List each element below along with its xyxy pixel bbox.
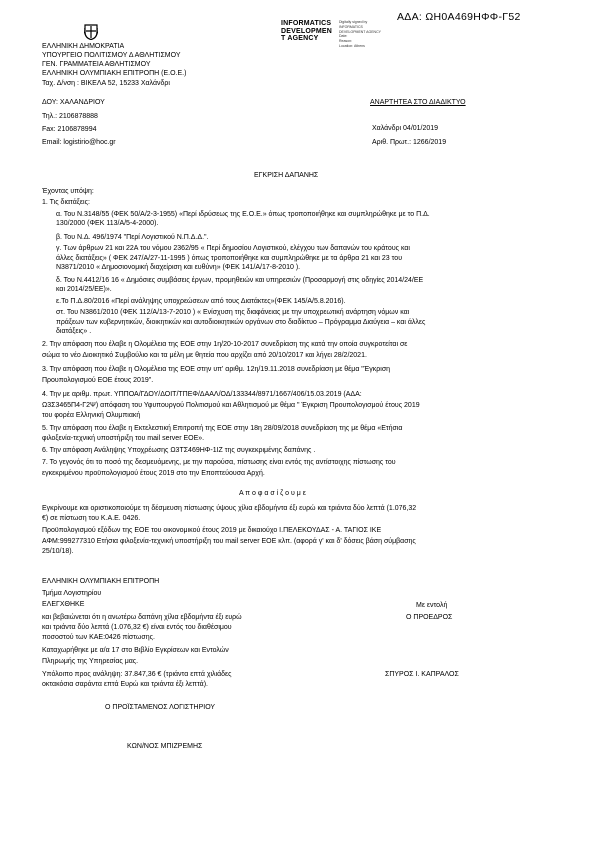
- department-name: Τμήμα Λογιστηρίου: [42, 590, 102, 597]
- item-line: 2. Την απόφαση που έλαβε η Ολομέλεια της ΕΟΕ στην 1η/20-10-2017 συνεδρίαση της κατά την οποία συγκροτείται σε: [42, 341, 408, 348]
- fax: Fax: 2106878994: [42, 126, 97, 133]
- protocol-number: Αριθ. Πρωτ.: 1266/2019: [372, 139, 447, 146]
- ida-line: INFORMATICS: [281, 20, 332, 27]
- provision-line: α. Του Ν.3148/55 (ΦΕΚ 50/Α/2-3-1955) «Περί ιδρύσεως της Ε.Ο.Ε.» όπως τροποποιήθηκε και συμπληρώθηκε με το Π.Δ.: [56, 211, 430, 218]
- item-line: 6. Την απόφαση Ανάληψης Υποχρέωσης Ω3ΤΣ469ΗΦ-1ΙΖ της συγκεκριμένης δαπάνης .: [42, 447, 316, 454]
- item-line: σώμα το νέο Διοικητικό Συμβούλιο και τα μέλη με θητεία που αρχίζει από 20/10/2017 και λήγει 28/2/2021.: [42, 352, 367, 359]
- document-title: ΕΓΚΡΙΣΗ ΔΑΠΑΝΗΣ: [254, 172, 319, 179]
- certify-line: και βεβαιώνεται ότι η ανωτέρω δαπάνη χίλια εβδομήντα έξι ευρώ: [42, 614, 242, 621]
- email: Email: logistirio@hoc.gr: [42, 139, 116, 146]
- decision-heading: Α π ο φ α σ ί ζ ο υ μ ε: [239, 490, 306, 497]
- certify-line: οκτακόσια σαράντα επτά Ευρώ και τριάντα έξι λεπτά).: [42, 681, 208, 688]
- provision-line: Ν3871/2010 « Δημοσιονομική διαχείριση και ευθύνη» (ΦΕΚ 141/Α/17-8-2010 ).: [56, 264, 301, 271]
- certify-line: Καταχωρήθηκε με α/α 17 στο Βιβλίο Εγκρίσεων και Εντολών: [42, 647, 229, 654]
- decision-line: Προϋπολογισμού εξόδων της ΕΟΕ του οικονομικού έτους 2019 με δικαιούχο Ι.ΠΕΛΕΚΟΥΔΑΣ - Α. ΤΑΓΙΟΣ ΙΚΕ: [42, 527, 382, 534]
- president-title: Ο ΠΡΟΕΔΡΟΣ: [406, 614, 453, 621]
- decision-line: ΑΦΜ:999277310 Ετήσια φιλοξενία-τεχνική υποστήριξη του mail server ΕΟΕ κλπ. (αφορά γ' και δ' δόσεις βάση σύμβασης: [42, 538, 416, 545]
- item-line: εγκεκριμένου προϋπολογισμού έτους 2019 στο την Εποπτεύουσα Αρχή.: [42, 470, 265, 477]
- head-accounting-title: Ο ΠΡΟΪΣΤΑΜΕΝΟΣ ΛΟΓΙΣΤΗΡΙΟΥ: [105, 704, 216, 711]
- provision-line: και 2014/25/ΕΕ)».: [56, 286, 112, 293]
- item-1: 1. Τις διατάξεις:: [42, 199, 90, 206]
- by-order-label: Με εντολή: [416, 602, 448, 609]
- president-name: ΣΠΥΡΟΣ Ι. ΚΑΠΡΑΛΟΣ: [385, 671, 459, 678]
- provision-line: δ. Του Ν.4412/16 16 « Δημόσιες συμβάσεις έργων, προμηθειών και υπηρεσιών (Προσαρμογή στις οδηγίες 2014/24/ΕΕ: [56, 277, 424, 284]
- provision-line: άλλες διατάξεις» ( ΦΕΚ 247/Α/27-11-1995 ) όπως τροποποιήθηκε και συμπληρώθηκε με τα άρθρα 21 και 23 του: [56, 255, 403, 262]
- item-line: Ω3Σ3465Π4-Γ2Ψ) απόφαση του Υφυπουργού Πολιτισμού και Αθλητισμού με θέμα " Έγκριση Προυπολογισμού έτους 2019: [42, 402, 420, 409]
- committee-name: ΕΛΛΗΝΙΚΗ ΟΛΥΜΠΙΑΚΗ ΕΠΙΤΡΟΠΗ: [42, 578, 160, 585]
- provision-line: ε.Το Π.Δ.80/2016 «Περί ανάληψης υποχρεώσεων από τους Διατάκτες»(ΦΕΚ 145/Α/5.8.2016).: [56, 298, 346, 305]
- item-line: φιλοξενία-τεχνική υποστήριξη του mail server ΕΟΕ».: [42, 435, 205, 442]
- post-notice: ΑΝΑΡΤΗΤΕΑ ΣΤΟ ΔΙΑΔΙΚΤΥΟ: [370, 99, 466, 106]
- signature-line: Location: Athens: [339, 43, 365, 48]
- ada-code: ΑΔΑ: ΩΗ0Α469ΗΦΦ-Γ52: [397, 11, 521, 23]
- certify-line: Υπόλοιπο προς ανάληψη: 37.847,36 € (τριάντα επτά χιλιάδες: [42, 671, 232, 678]
- item-line: 5. Την απόφαση που έλαβε η Εκτελεστική Επιτροπή της ΕΟΕ στην 18η 28/09/2018 συνεδρίαση της με θέμα «Ετήσια: [42, 425, 403, 432]
- tax-office: ΔΟΥ: ΧΑΛΑΝΔΡΙΟΥ: [42, 99, 105, 106]
- decision-line: 25/10/18).: [42, 548, 74, 555]
- ida-line: DEVELOPMEN: [281, 27, 333, 35]
- item-line: 7. Το γεγονός ότι το ποσό της δεσμευόμενης, με την παρούσα, πίστωσης είναι εντός της αντίστοιχης πίστωσης του: [42, 459, 396, 466]
- provision-line: β. Του Ν.Δ. 496/1974 "Περί Λογιστικού Ν.Π.Δ.Δ.".: [56, 234, 209, 241]
- decision-line: Εγκρίνουμε και οριστικοποιούμε τη δέσμευση πίστωσης ύψους χίλια εβδομήντα έξι ευρώ και τριάντα δύο λεπτά (1.076,32: [42, 505, 417, 512]
- document-date: Χαλάνδρι 04/01/2019: [372, 125, 439, 132]
- provision-line: πράξεων των κυβερνητικών, διοικητικών και αυτοδιοικητικών οργάνων στο διαδίκτυο – Πρόγραμμα Διαύγεια – και άλλες: [56, 319, 426, 326]
- signature-line: DEVELOPMENT AGENCY: [339, 29, 381, 34]
- letterhead-line: Ταχ. Δ/νση : ΒΙΚΕΛΑ 52, 15233 Χαλάνδρι: [42, 80, 170, 87]
- head-accounting-name: ΚΩΝ/ΝΟΣ ΜΠΙΖΡΕΜΗΣ: [127, 743, 203, 750]
- decision-line: €) σε πίστωση του Κ.Α.Ε. 0426.: [42, 515, 141, 522]
- ida-line: T AGENCY: [281, 35, 319, 42]
- certify-line: και τριάντα δύο λεπτά (1.076,32 €) είναι εντός του διαθέσιμου: [42, 624, 232, 631]
- letterhead-line: ΓΕΝ. ΓΡΑΜΜΑΤΕΙΑ ΑΘΛΗΤΙΣΜΟΥ: [42, 61, 151, 68]
- signature-line: INFORMATICS: [339, 24, 363, 29]
- item-line: 4. Την με αριθμ. πρωτ. ΥΠΠΟΑ/ΓΔΟΥ/ΔΟΙΤ/ΤΠΕΦ/ΔΑΑΛ/ΟΔ/133344/8971/1667/406/15.03.2019 (ΑΔΑ:: [42, 391, 362, 398]
- checked-label: ΕΛΕΓΧΘΗΚΕ: [42, 601, 85, 608]
- phone: Τηλ.: 2106878888: [42, 113, 98, 120]
- signature-line: Date:: [339, 34, 348, 39]
- digital-signature-note: [339, 20, 381, 49]
- coat-of-arms-icon: [84, 24, 98, 40]
- having-regard: Έχοντας υπόψη:: [42, 188, 94, 195]
- item-line: του φορέα Ελληνική Ολυμπιακή: [42, 412, 141, 419]
- signature-line: Reason:: [339, 39, 353, 44]
- provision-line: 130/2000 (ΦΕΚ 113/Α/5-4-2000).: [56, 220, 159, 227]
- letterhead-line: ΥΠΟΥΡΓΕΙΟ ΠΟΛΙΤΙΣΜΟΥ Δ ΑΘΛΗΤΙΣΜΟΥ: [42, 52, 181, 59]
- ida-logo: [281, 20, 332, 43]
- provision-line: διατάξεις» .: [56, 328, 92, 335]
- letterhead-line: ΕΛΛΗΝΙΚΗ ΟΛΥΜΠΙΑΚΗ ΕΠΙΤΡΟΠΗ (Ε.Ο.Ε.): [42, 70, 187, 77]
- item-line: 3. Την απόφαση που έλαβε η Ολομέλεια της ΕΟΕ στην υπ' αριθμ. 12η/19.11.2018 συνεδρίαση με θέμα "Έγκριση: [42, 366, 391, 373]
- provision-line: γ. Των άρθρων 21 και 22Α του νόμου 2362/95 « Περί δημοσίου Λογιστικού, ελέγχου των δαπανών του κράτους και: [56, 245, 410, 252]
- provision-line: στ. Του Ν3861/2010 (ΦΕΚ 112/Α/13-7-2010 ) « Ενίσχυση της διαφάνειας με την υποχρεωτική ανάρτηση νόμων και: [56, 309, 410, 316]
- letterhead-line: ΕΛΛΗΝΙΚΗ ΔΗΜΟΚΡΑΤΙΑ: [42, 43, 125, 50]
- item-line: Προυπολογισμού ΕΟΕ έτους 2019".: [42, 377, 154, 384]
- certify-line: Πληρωμής της Υπηρεσίας μας.: [42, 658, 139, 665]
- signature-line: Digitally signed by: [339, 20, 368, 24]
- certify-line: ποσοστού των ΚΑΕ:0426 πίστωσης.: [42, 634, 155, 641]
